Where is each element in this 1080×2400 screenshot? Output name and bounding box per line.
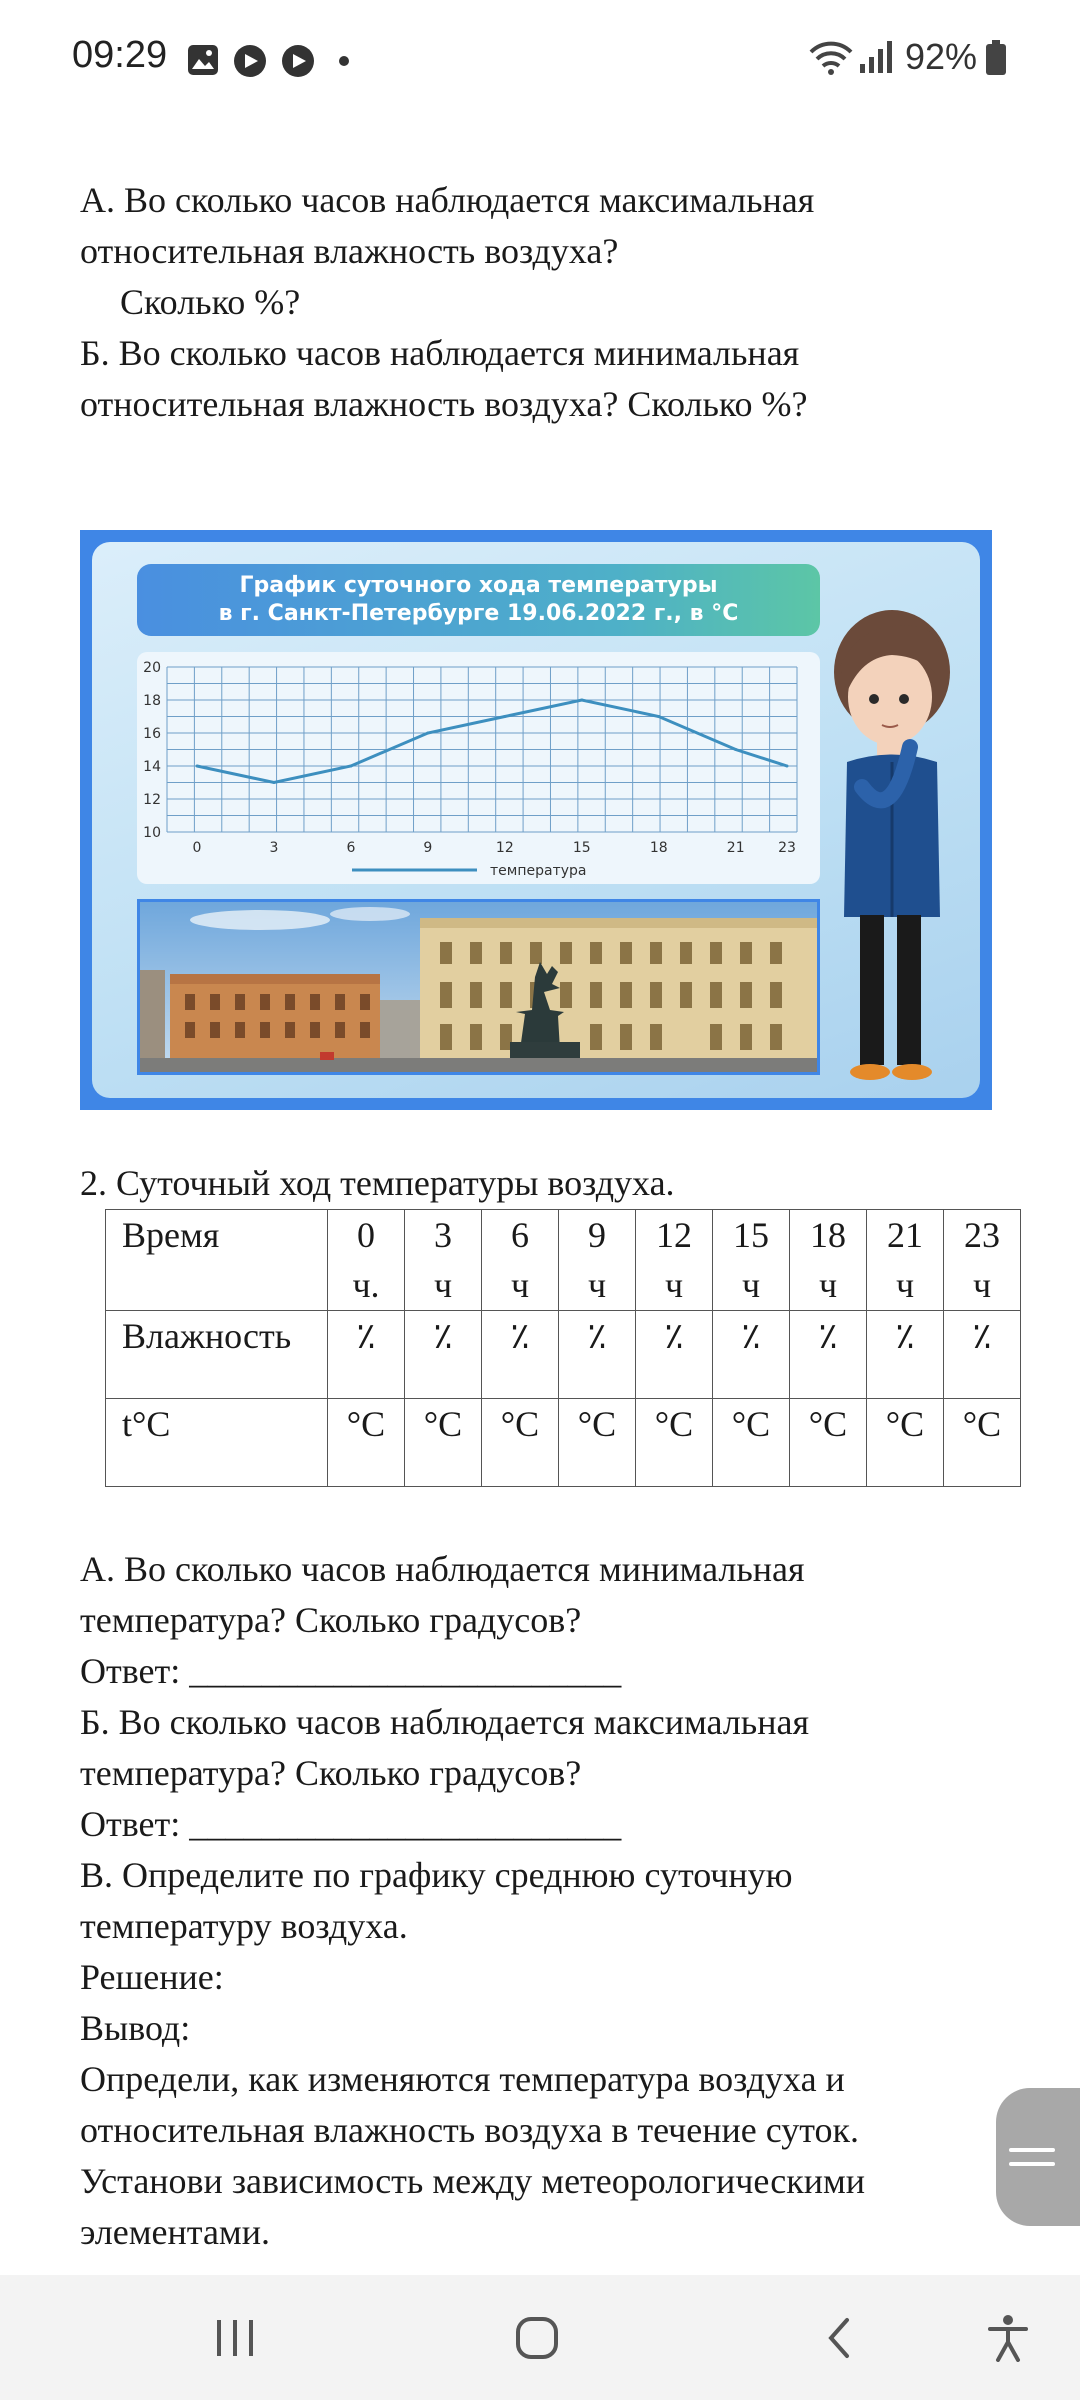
menu-lines-icon (996, 2088, 1080, 2226)
temperature-point (272, 781, 275, 784)
hour-cell (328, 1210, 405, 1311)
temperature-point (580, 699, 583, 702)
y-tick-label: 10 (143, 825, 161, 841)
temperature-cell: °C (790, 1399, 867, 1487)
conclusion-label: Вывод: (80, 2008, 191, 2048)
x-tick-label: 21 (726, 840, 745, 856)
text-line: Б. Во сколько часов наблюдается минимальная (80, 333, 800, 373)
hour-cell (482, 1210, 559, 1311)
city-photo (137, 899, 820, 1075)
cartoon-character (822, 597, 962, 1097)
temperature-cell: °C (405, 1399, 482, 1487)
temperature-cell: °C (328, 1399, 405, 1487)
temperature-line-chart (137, 652, 820, 884)
x-tick-label: 3 (269, 840, 279, 856)
hour-cell (559, 1210, 636, 1311)
hour-value: 0 (357, 1215, 375, 1255)
humidity-cell: ٪ (713, 1311, 790, 1399)
signal-icon (858, 40, 894, 79)
figure-background (92, 542, 980, 1098)
humidity-cell: ٪ (944, 1311, 1021, 1399)
text-line: температуру воздуха. (80, 1906, 408, 1946)
humidity-cell: ٪ (636, 1311, 713, 1399)
text-line: Установи зависимость между метеорологическими (80, 2161, 866, 2201)
chart-title (137, 564, 820, 636)
x-tick-label: 9 (423, 840, 433, 856)
humidity-cell: ٪ (482, 1311, 559, 1399)
text-line: В. Определите по графику среднюю суточную (80, 1855, 793, 1895)
text-line: А. Во сколько часов наблюдается максимальная (80, 180, 815, 220)
humidity-cell: ٪ (790, 1311, 867, 1399)
text-line: температура? Сколько градусов? (80, 1753, 582, 1793)
hour-unit: ч (741, 1265, 761, 1305)
hour-cell (713, 1210, 790, 1311)
x-tick-label: 18 (649, 840, 668, 856)
temperature-point (503, 715, 506, 718)
wifi-icon (808, 40, 854, 81)
text-line: элементами. (80, 2212, 270, 2252)
question-b-humidity (80, 328, 808, 430)
row-label-time: Время (106, 1210, 328, 1311)
temperature-point (426, 732, 429, 735)
hour-value: 23 (964, 1215, 1000, 1255)
hour-cell (790, 1210, 867, 1311)
gallery-icon (187, 44, 219, 81)
text-line: А. Во сколько часов наблюдается минимальная (80, 1549, 805, 1589)
status-time: 09:29 (72, 34, 168, 76)
text-line: относительная влажность воздуха? (80, 231, 619, 271)
x-tick-label: 15 (572, 840, 591, 856)
accessibility-icon (986, 2314, 1030, 2362)
battery-icon (985, 40, 1007, 81)
section-2-title: 2. Суточный ход температуры воздуха. (80, 1163, 675, 1203)
chart-title-line: в г. Санкт-Петербурге 19.06.2022 г., в °С (218, 601, 739, 626)
temperature-cell: °C (559, 1399, 636, 1487)
text-line: Определи, как изменяются температура воздуха и (80, 2059, 845, 2099)
table-row (106, 1311, 1021, 1399)
temperature-humidity-table (105, 1209, 1021, 1487)
humidity-cell: ٪ (559, 1311, 636, 1399)
hour-unit: ч. (352, 1265, 380, 1305)
text-line: Б. Во сколько часов наблюдается максимальная (80, 1702, 809, 1742)
humidity-cell: ٪ (867, 1311, 944, 1399)
dot-icon (338, 54, 350, 72)
temperature-point (657, 715, 660, 718)
hour-unit: ч (664, 1265, 684, 1305)
hour-unit: ч (587, 1265, 607, 1305)
y-tick-label: 16 (143, 726, 161, 742)
hour-cell (636, 1210, 713, 1311)
navigation-bar (0, 2275, 1080, 2400)
table-row (106, 1399, 1021, 1487)
status-bar (0, 0, 1080, 120)
solution-label: Решение: (80, 1957, 224, 1997)
camera-app-icon (233, 44, 267, 83)
temperature-cell: °C (713, 1399, 790, 1487)
question-a-humidity (80, 175, 814, 328)
temperature-point (786, 765, 789, 768)
temperature-cell: °C (636, 1399, 713, 1487)
x-tick-label: 0 (192, 840, 202, 856)
hour-unit: ч (895, 1265, 915, 1305)
hour-unit: ч (510, 1265, 530, 1305)
hour-cell (867, 1210, 944, 1311)
x-tick-label: 12 (495, 840, 514, 856)
answer-line: Ответ: ________________________ (80, 1651, 622, 1691)
hour-value: 12 (656, 1215, 692, 1255)
legend-label: температура (490, 863, 587, 879)
home-icon (515, 2316, 559, 2360)
table-row (106, 1210, 1021, 1311)
temperature-figure (80, 530, 992, 1110)
x-tick-label: 6 (346, 840, 356, 856)
y-tick-label: 18 (143, 693, 161, 709)
recent-apps-icon (213, 2318, 257, 2358)
hour-value: 3 (434, 1215, 452, 1255)
back-button[interactable] (778, 2275, 898, 2400)
humidity-cell: ٪ (405, 1311, 482, 1399)
y-tick-label: 20 (143, 660, 161, 676)
battery-percent: 92% (905, 36, 978, 77)
humidity-cell: ٪ (328, 1311, 405, 1399)
temperature-cell: °C (944, 1399, 1021, 1487)
hour-unit: ч (972, 1265, 992, 1305)
temperature-cell: °C (482, 1399, 559, 1487)
y-tick-label: 12 (143, 792, 161, 808)
chart-panel (137, 652, 820, 884)
accessibility-button[interactable] (948, 2275, 1068, 2400)
temperature-point (349, 765, 352, 768)
hour-cell (405, 1210, 482, 1311)
text-line: Сколько %? (120, 282, 301, 322)
hour-value: 15 (733, 1215, 769, 1255)
home-button[interactable] (477, 2275, 597, 2400)
hour-value: 21 (887, 1215, 923, 1255)
temperature-point (196, 765, 199, 768)
floating-menu-button[interactable] (996, 2088, 1080, 2226)
y-tick-label: 14 (143, 759, 161, 775)
row-label-temperature: t°C (106, 1399, 328, 1487)
row-label-humidity: Влажность (106, 1311, 328, 1399)
hour-unit: ч (433, 1265, 453, 1305)
camera-app-icon (281, 44, 315, 83)
temperature-cell: °C (867, 1399, 944, 1487)
hour-value: 9 (588, 1215, 606, 1255)
text-line: температура? Сколько градусов? (80, 1600, 582, 1640)
hour-unit: ч (818, 1265, 838, 1305)
chart-title-line: График суточного хода температуры (239, 573, 718, 598)
text-line: относительная влажность воздуха? Сколько %? (80, 384, 808, 424)
temperature-series-line (197, 700, 787, 783)
hour-value: 18 (810, 1215, 846, 1255)
answer-line: Ответ: ________________________ (80, 1804, 622, 1844)
bottom-questions (80, 1544, 865, 2258)
text-line: относительная влажность воздуха в течение суток. (80, 2110, 859, 2150)
hour-cell (944, 1210, 1021, 1311)
back-icon (823, 2316, 853, 2360)
x-tick-label: 23 (778, 840, 796, 856)
recent-apps-button[interactable] (175, 2275, 295, 2400)
hour-value: 6 (511, 1215, 529, 1255)
temperature-point (734, 748, 737, 751)
